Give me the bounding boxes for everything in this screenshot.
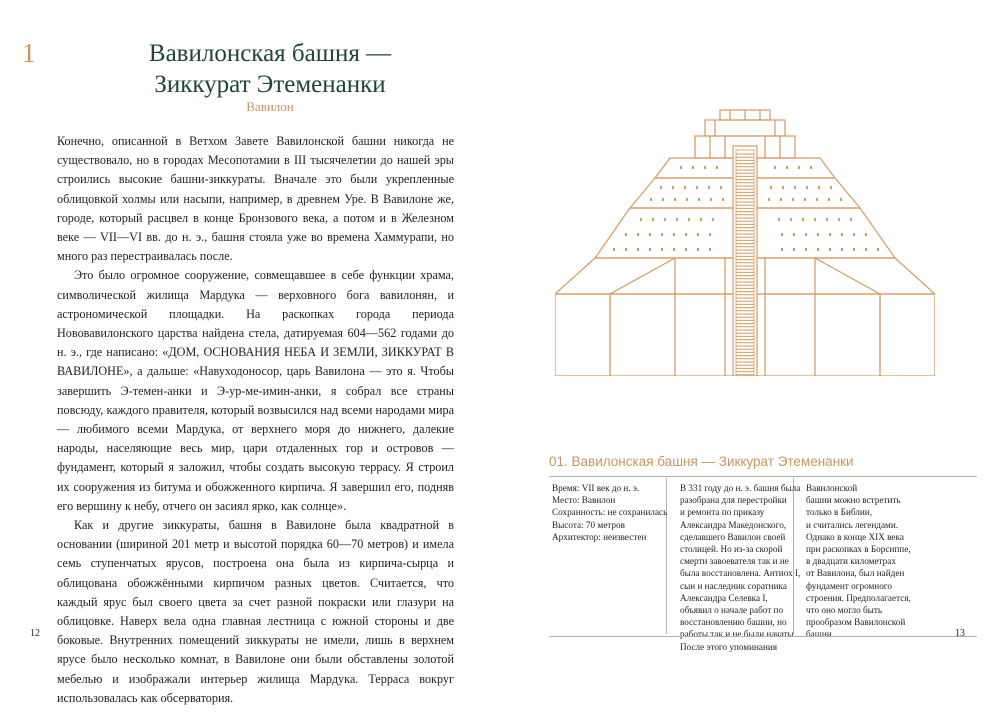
- col2-line: сын и наследник соратника: [680, 580, 787, 591]
- col2-line: смерти завоевателя так и не: [680, 556, 789, 567]
- col2-line: Александра Селевка I,: [680, 592, 768, 603]
- col3-line: в двадцати километрах: [806, 556, 896, 567]
- col3-line: что оно могло быть: [806, 605, 883, 616]
- col2-line: и ремонта по приказу: [680, 507, 765, 518]
- col3-line: прообразом Вавилонской: [806, 617, 906, 628]
- col3-line: и считались легендами.: [806, 519, 899, 530]
- caption-divider: [549, 476, 977, 477]
- page-number-right: 13: [955, 628, 965, 639]
- fact-preservation: Сохранность: не сохранилась: [552, 507, 668, 518]
- col3-line: при раскопках в Борсиппе,: [806, 544, 911, 555]
- fact-architect: Архитектор: неизвестен: [552, 531, 647, 542]
- ziggurat-illustration: [555, 108, 935, 376]
- base-left-wall: [555, 294, 610, 376]
- col2-line: была восстановлена. Антиох I,: [680, 568, 801, 579]
- page-number-left: 12: [30, 628, 40, 639]
- col3-line: только в Библии,: [806, 507, 873, 518]
- col3-line: Вавилонской: [806, 483, 858, 493]
- col2-line: В 331 году до н. э. башня была: [680, 483, 801, 493]
- fact-place: Место: Вавилон: [552, 495, 616, 506]
- col2-line: сделавшего Вавилон своей: [680, 531, 786, 542]
- page-title: [60, 38, 480, 100]
- base-right-wall: [880, 294, 935, 376]
- col3-line: фундамент огромного: [806, 580, 892, 591]
- col3-line: строения. Предполагается,: [806, 592, 911, 603]
- main-staircase: [733, 146, 757, 376]
- footer-divider: [549, 636, 977, 637]
- fact-time: Время: VII век до н. э.: [552, 483, 640, 493]
- paragraph-3: Как и другие зиккураты, башня в Вавилоне была квадратной в основании (шириной 201 метр и высотой порядка 60—70 метров) и имела семь ступенчатых ярусов, построена она была из кирпича-сырца и облицована обожжёнными кирпичом разных цветов. Считается, что каждый ярус был своего цвета за счет разной покраски или глазури на облицовке. Наверх вела одна главная лестница с южной стороны и две боковые. Внутренних помещений зиккураты не имели, лишь в верхнем ярусе было несколько комнат, в Вавилоне они были обставлены золотой мебелью и изображали интерьер жилища Мардука. Терраса вокруг использовалась как обсерватория.: [57, 518, 454, 705]
- col2-line: После этого упоминания: [680, 641, 778, 652]
- col3-line: башни.: [806, 629, 834, 640]
- col2-line: разобрана для перестройки: [680, 495, 787, 506]
- column-divider-2: [793, 478, 794, 634]
- paragraph-1: Конечно, описанной в Ветхом Завете Вавилонской башни никогда не существовало, но в городах Месопотамии в III тысячелетии до нашей эры строились высокие башни-зиккураты. Вначале это были укрепленные облицовкой холмы или насыпи, например, в древнем Уре. В Вавилоне же, городе, который расцвел в конце Бронзового века, а потом и в Железном веке — VII—VI вв. до н. э., башня стояла уже во времена Хаммурапи, но много раз перестраивалась после.: [57, 134, 454, 264]
- history-column-1: [680, 482, 801, 653]
- col2-line: работы так и не были начаты.: [680, 629, 796, 640]
- paragraph-2: Это было огромное сооружение, совмещавшее в себе функции храма, символической жилища Мардука — верховного бога вавилонян, и астрономической площадки. На раскопках города периода Нововавилонского царства найдена стела, датируемая 604—562 годами до н. э., где написано: «ДОМ, ОСНОВАНИЯ НЕБА И ЗЕМЛИ, ЗИККУРАТ В ВАВИЛОНЕ», а дальше: «Навуходоносор, царь Вавилона — это я. Чтобы завершить Э-темен-анки и Э-ур-ме-имин-анки, я собрал все страны повсюду, каждого правителя, который возвысился над всеми народами мира — любимого всеми Мардука, от верхнего моря до нижнего, далекие народы, населяющие весь мир, цари отдаленных гор и островов — фундамент, который я заложил, чтобы создать высокую террасу. Я строил их сооружения из битума и обожженного кирпича. Я завершил его, подняв его вершину к небу, отчего он засиял ярко, как солнце».: [57, 268, 454, 513]
- tier-6: [705, 120, 785, 136]
- col3-line: башни можно встретить: [806, 495, 901, 506]
- col2-line: Александра Македонского,: [680, 519, 787, 530]
- facts-column: [552, 482, 668, 543]
- title-line-2: Зиккурат Этеменанки: [154, 71, 386, 98]
- col3-line: Однако в конце XIX века: [806, 531, 904, 542]
- fact-height: Высота: 70 метров: [552, 519, 625, 530]
- col2-line: восстановлению башни, но: [680, 617, 787, 628]
- col2-line: объявил о начале работ по: [680, 605, 784, 616]
- caption-title: 01. Вавилонская башня — Зиккурат Этеменанки: [549, 454, 854, 469]
- history-column-2: [806, 482, 931, 641]
- col2-line: столицей. Но из-за скорой: [680, 544, 783, 555]
- chapter-number: 1: [22, 38, 36, 68]
- title-line-1: Вавилонская башня —: [148, 40, 392, 67]
- body-text: [57, 132, 454, 708]
- column-divider-1: [666, 478, 667, 634]
- page-subtitle: Вавилон: [246, 99, 294, 114]
- col3-line: от Вавилона, был найден: [806, 568, 905, 579]
